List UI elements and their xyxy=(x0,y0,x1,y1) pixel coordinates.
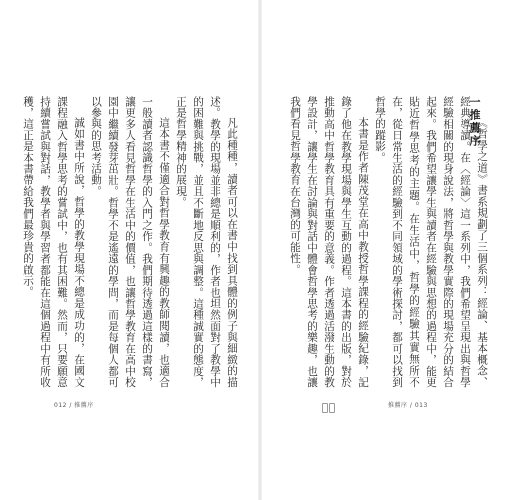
paragraph: 誠如書中所說，哲學的教學現場不總是成功的，在國文課程融入哲學思考的嘗試中，也有其困難。然而，只要願意持續嘗試與對話，教學者與學習者都能在這個過程中有所收穫，這正是本書帶給我們最珍貴的啟示。 xyxy=(22,96,85,388)
paragraph: 凡此種種，讀者可以在書中找到具體的例子與細緻的描述。教學的現場並非總是順利的，作者也坦然面對了教學中的困難與挑戰，並且不斷地反思與調整。這種誠實的態度，正是哲學精神的展現。 xyxy=(175,96,238,388)
left-page-body xyxy=(22,96,240,388)
paragraph: 《哲學之道》書系規劃了三個系列：經論、基本概念、經典導讀。在〈經論〉這一系列中，我們希望呈現出與哲學經驗相關的現身說法，將哲學與教學實際的現場充分的結合起來。我們希望讓學生與讀者在經驗與思想的過程中，能更貼近哲學思考的主題。在生活中，哲學的經驗其實無所不在，從日常生活的經驗到不同領域的學術探討，都可以找到哲學的蹤影。 xyxy=(374,96,488,388)
right-page-folio: 推薦序 / 013 xyxy=(388,402,428,409)
paragraph: 這本書不僅適合對哲學教育有興趣的教師閱讀，也適合一般讀者認識哲學的入門之作。我們期待透過這樣的書寫，讓更多人看見哲學在生活中的價值，也讓哲學教育在高中校園中繼續發芽茁壯。哲學不是遙遠的學問，而是每個人都可以參與的思考活動。 xyxy=(90,96,170,388)
publisher-mark-icon xyxy=(322,398,338,407)
left-page-folio: 012 / 推薦序 xyxy=(54,402,94,409)
paragraph: 本書是作者陳茂堂在高中教授哲學課程的經驗紀錄，記錄了他在教學現場與學生互動的過程。這本書的出版，對於推動高中哲學教育具有重要的意義。作者透過活潑生動的教學設計，讓學生在討論與對話中體會哲學思考的樂趣，也讓我們看見哲學教育在台灣的可能性。 xyxy=(289,96,369,388)
left-page xyxy=(0,0,258,500)
right-page xyxy=(262,0,520,500)
section-heading: 一推薦序 xyxy=(468,96,481,148)
right-page-body xyxy=(289,96,490,388)
